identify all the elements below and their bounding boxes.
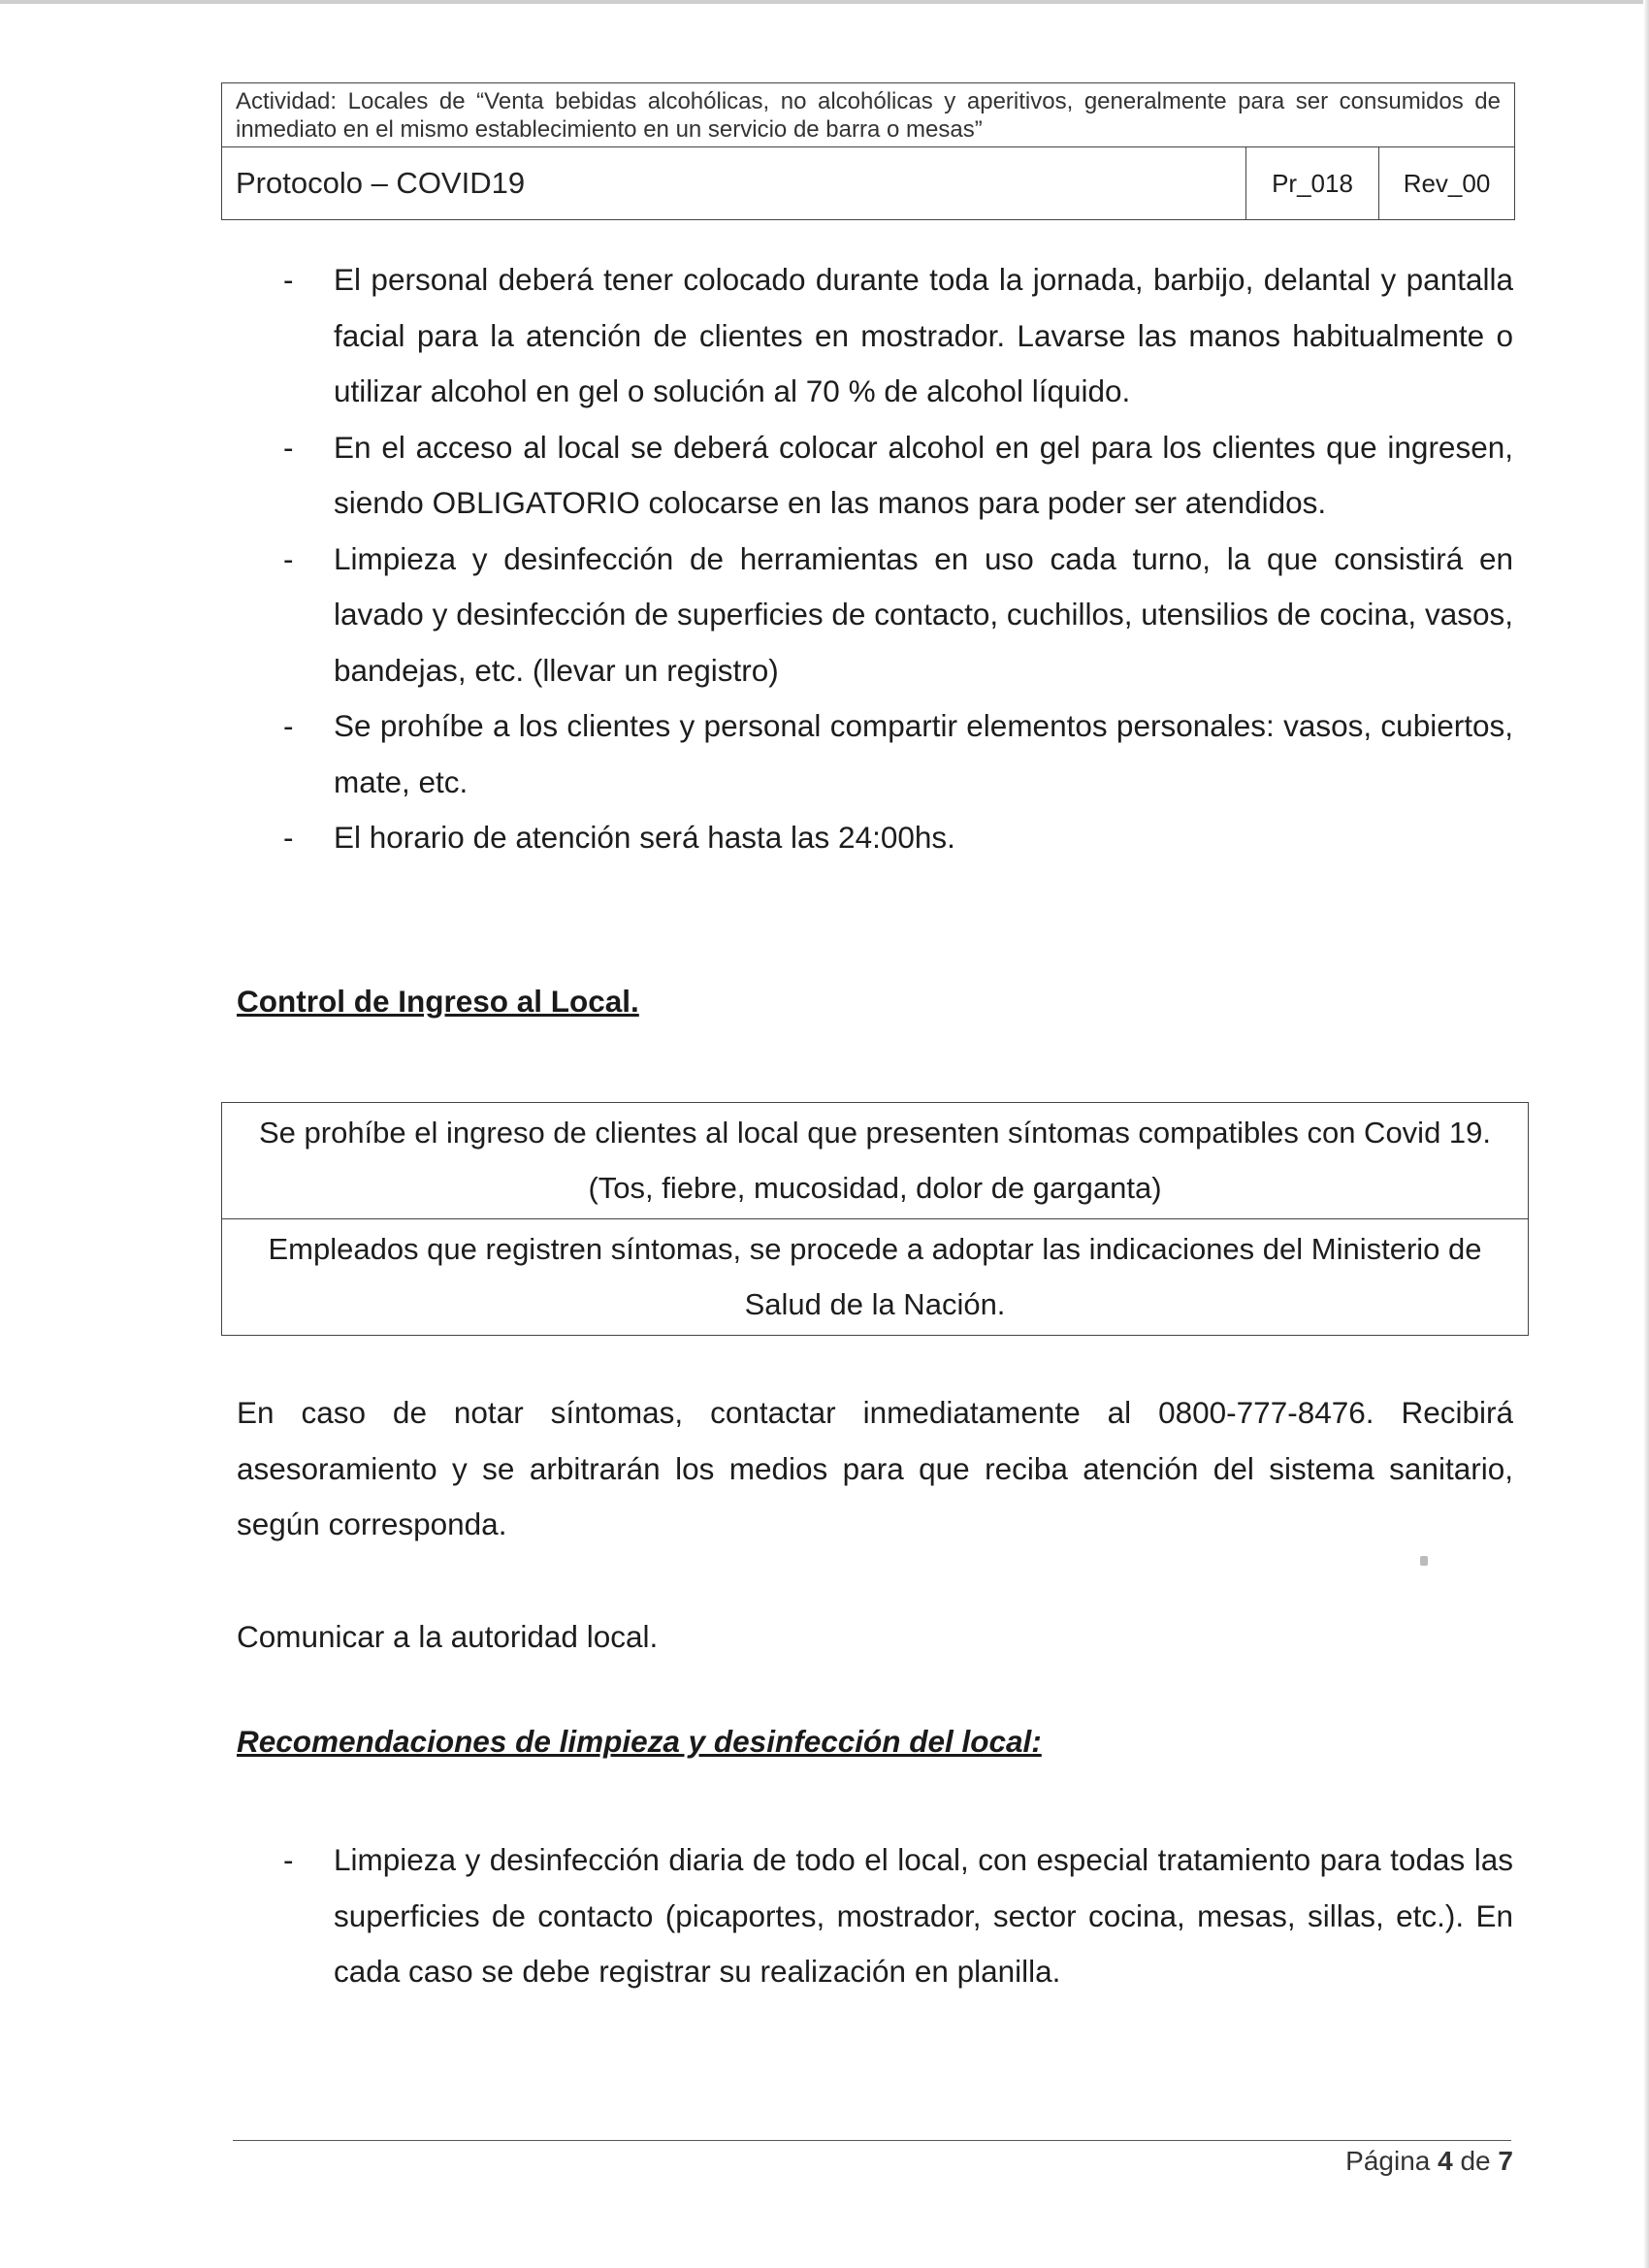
list-item: [285, 1832, 1513, 2000]
header-document-code: Pr_018: [1245, 147, 1379, 219]
page-current: 4: [1438, 2146, 1453, 2176]
bullet-dash: -: [283, 820, 294, 855]
header-revision: Rev_00: [1403, 169, 1491, 198]
list-item: [285, 698, 1513, 810]
bullet-dash: -: [283, 1842, 294, 1877]
list-item-text: El personal deberá tener colocado durante toda la jornada, barbijo, delantal y pantalla facial para la atención de clientes en mostrador. Lavarse las manos habitualmente o utilizar alcohol en gel o solución al 70 % de alcohol líquido.: [334, 262, 1513, 408]
list-item-text: Limpieza y desinfección de herramientas en uso cada turno, la que consistirá en lavado y desinfección de superficies de contacto, cuchillos, utensilios de cocina, vasos, bandejas, etc. (llevar un registro): [334, 540, 1513, 688]
section-heading-control: Control de Ingreso al Local.: [237, 984, 639, 1019]
list-item-text: El horario de atención será hasta las 24:00hs.: [334, 820, 955, 855]
paragraph-authority: Comunicar a la autoridad local.: [237, 1619, 659, 1654]
bullet-dash: -: [283, 708, 294, 743]
page-of: de: [1460, 2146, 1491, 2176]
list-item-text: En el acceso al local se deberá colocar alcohol en gel para los clientes que ingresen, siendo OBLIGATORIO colocarse en las manos para poder ser atendidos.: [334, 429, 1513, 520]
section-heading-cleaning: Recomendaciones de limpieza y desinfección del local:: [237, 1724, 1042, 1759]
scan-edge-top: [0, 0, 1649, 4]
notice-cell-employees: Empleados que registren síntomas, se procede a adoptar las indicaciones del Ministerio de Salud de la Nación.: [222, 1218, 1528, 1335]
page-number: [1345, 2146, 1513, 2177]
notice-table: [221, 1102, 1529, 1336]
list-item: [285, 252, 1513, 420]
bullet-dash: -: [283, 540, 294, 576]
notice-cell-clients: Se prohíbe el ingreso de clientes al local que presenten síntomas compatibles con Covid 19. (Tos, fiebre, mucosidad, dolor de garganta): [258, 1116, 1492, 1205]
header-activity: Actividad: Locales de “Venta bebidas alcohólicas, no alcohólicas y aperitivos, generalmente para ser consumidos de inmediato en el mismo establecimiento en un servicio de barra o mesas”: [222, 83, 1514, 147]
scan-speck: [1420, 1556, 1428, 1566]
bullet-dash: -: [283, 262, 294, 297]
header-protocol-row: [222, 147, 1514, 219]
paragraph-contact: En caso de notar síntomas, contactar inmediatamente al 0800-777-8476. Recibirá asesoramiento y se arbitrarán los medios para que reciba atención del sistema sanitario, según corresponda.: [237, 1395, 1513, 1541]
list-item: [285, 810, 1513, 866]
list-item: [285, 420, 1513, 532]
page-label: Página: [1345, 2146, 1431, 2176]
list-item-text: Se prohíbe a los clientes y personal compartir elementos personales: vasos, cubiertos, mate, etc.: [334, 708, 1513, 799]
bullet-dash: -: [283, 429, 294, 465]
scan-edge-right: [1643, 0, 1649, 2268]
footer-rule: [233, 2140, 1511, 2141]
cleaning-bullet-list: [285, 1832, 1513, 2000]
list-item-text: Limpieza y desinfección diaria de todo el local, con especial tratamiento para todas las superficies de contacto (picaportes, mostrador, sector cocina, mesas, sillas, etc.). En cada caso se debe registrar su realización en planilla.: [334, 1842, 1513, 1989]
header-protocol-title: Protocolo – COVID19: [236, 166, 526, 200]
page-total: 7: [1498, 2146, 1513, 2176]
measures-bullet-list: [285, 252, 1513, 866]
document-header-box: [221, 82, 1515, 220]
list-item: [285, 532, 1513, 699]
